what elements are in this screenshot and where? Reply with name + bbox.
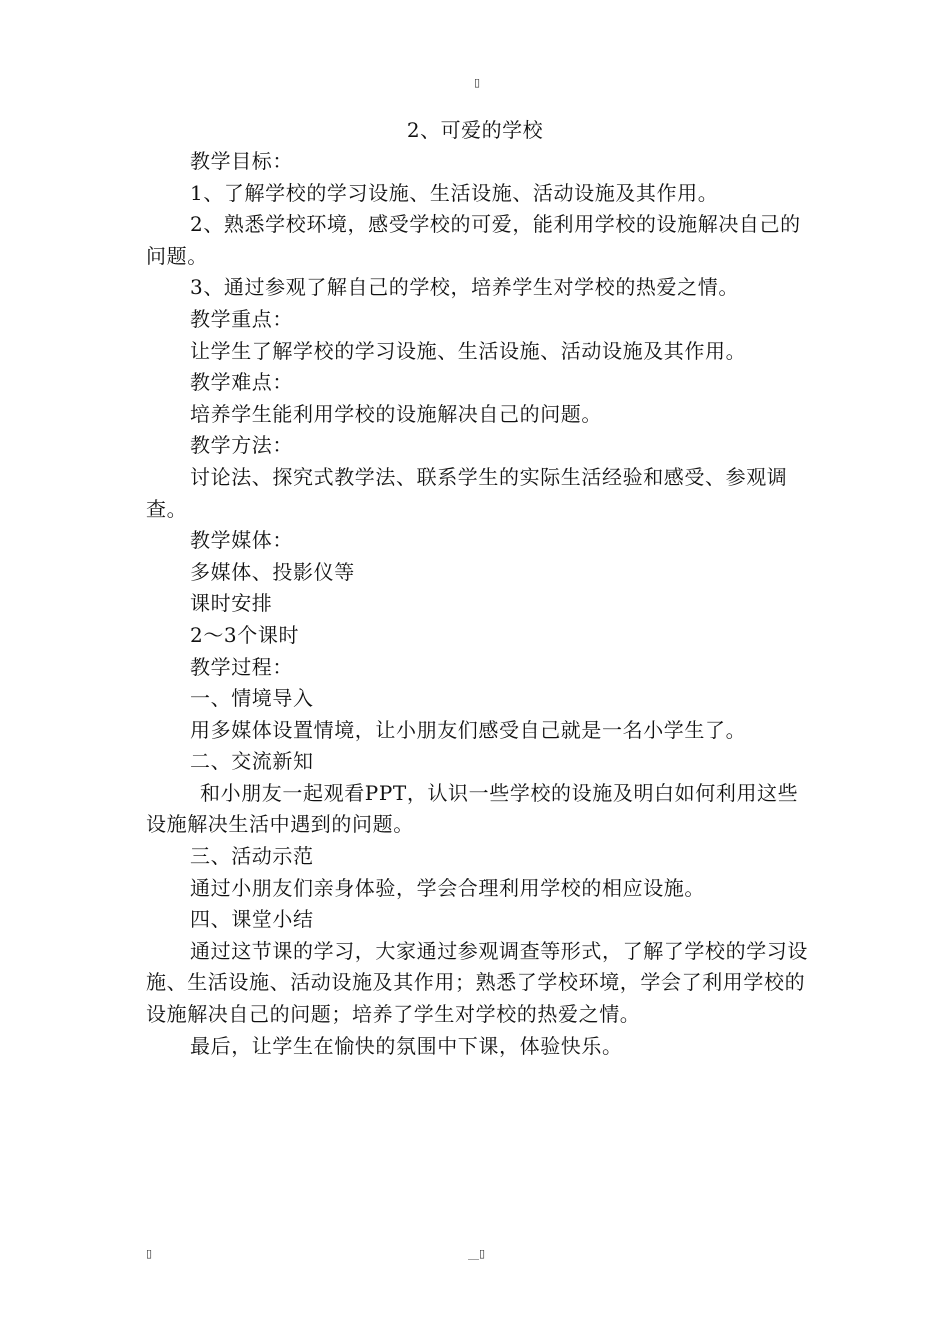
paragraph: 三、活动示范 bbox=[190, 844, 314, 869]
paragraph: 和小朋友一起观看PPT，认识一些学校的设施及明白如何利用这些设施解决生活中遇到的问题。 bbox=[146, 780, 799, 837]
paragraph: 让学生了解学校的学习设施、生活设施、活动设施及其作用。 bbox=[190, 338, 747, 363]
paragraph: 二、交流新知 bbox=[190, 749, 314, 774]
paragraph: 多媒体、投影仪等 bbox=[190, 559, 355, 584]
paragraph: 培养学生能利用学校的设施解决自己的问题。 bbox=[190, 401, 602, 426]
paragraph: 最后，让学生在愉快的氛围中下课，体验快乐。 bbox=[190, 1033, 623, 1058]
document-title: 2、可爱的学校 bbox=[406, 118, 544, 142]
footer-left-marker: ▯ bbox=[146, 1247, 153, 1260]
paragraph: 教学方法： bbox=[190, 433, 293, 458]
paragraph: 通过小朋友们亲身体验，学会合理利用学校的相应设施。 bbox=[190, 875, 705, 900]
paragraph: 1、了解学校的学习设施、生活设施、活动设施及其作用。 bbox=[190, 180, 719, 205]
footer-page-marker: __▯ bbox=[468, 1247, 486, 1260]
paragraph: 一、情境导入 bbox=[190, 686, 314, 711]
paragraph: 教学过程： bbox=[190, 654, 293, 679]
paragraph: 3、通过参观了解自己的学校，培养学生对学校的热爱之情。 bbox=[190, 275, 739, 300]
paragraph: 四、课堂小结 bbox=[190, 907, 314, 932]
paragraph: 教学目标： bbox=[190, 149, 293, 173]
paragraph: 课时安排 bbox=[190, 591, 273, 616]
document-body bbox=[146, 146, 808, 1062]
paragraph: 通过这节课的学习，大家通过参观调查等形式，了解了学校的学习设施、生活设施、活动设施及其作用；熟悉了学校环境，学会了利用学校的设施解决自己的问题；培养了学生对学校的热爱之情。 bbox=[146, 938, 808, 1027]
paragraph: 2、熟悉学校环境，感受学校的可爱，能利用学校的设施解决自己的问题。 bbox=[146, 212, 801, 268]
paragraph: 2～3个课时 bbox=[190, 622, 300, 647]
header-marker: ▯ bbox=[474, 76, 481, 89]
paragraph: 教学媒体： bbox=[190, 528, 293, 553]
paragraph: 用多媒体设置情境，让小朋友们感受自己就是一名小学生了。 bbox=[190, 717, 747, 742]
paragraph: 讨论法、探究式教学法、联系学生的实际生活经验和感受、参观调查。 bbox=[146, 464, 788, 521]
paragraph: 教学重点： bbox=[190, 306, 293, 331]
paragraph: 教学难点： bbox=[190, 370, 293, 395]
